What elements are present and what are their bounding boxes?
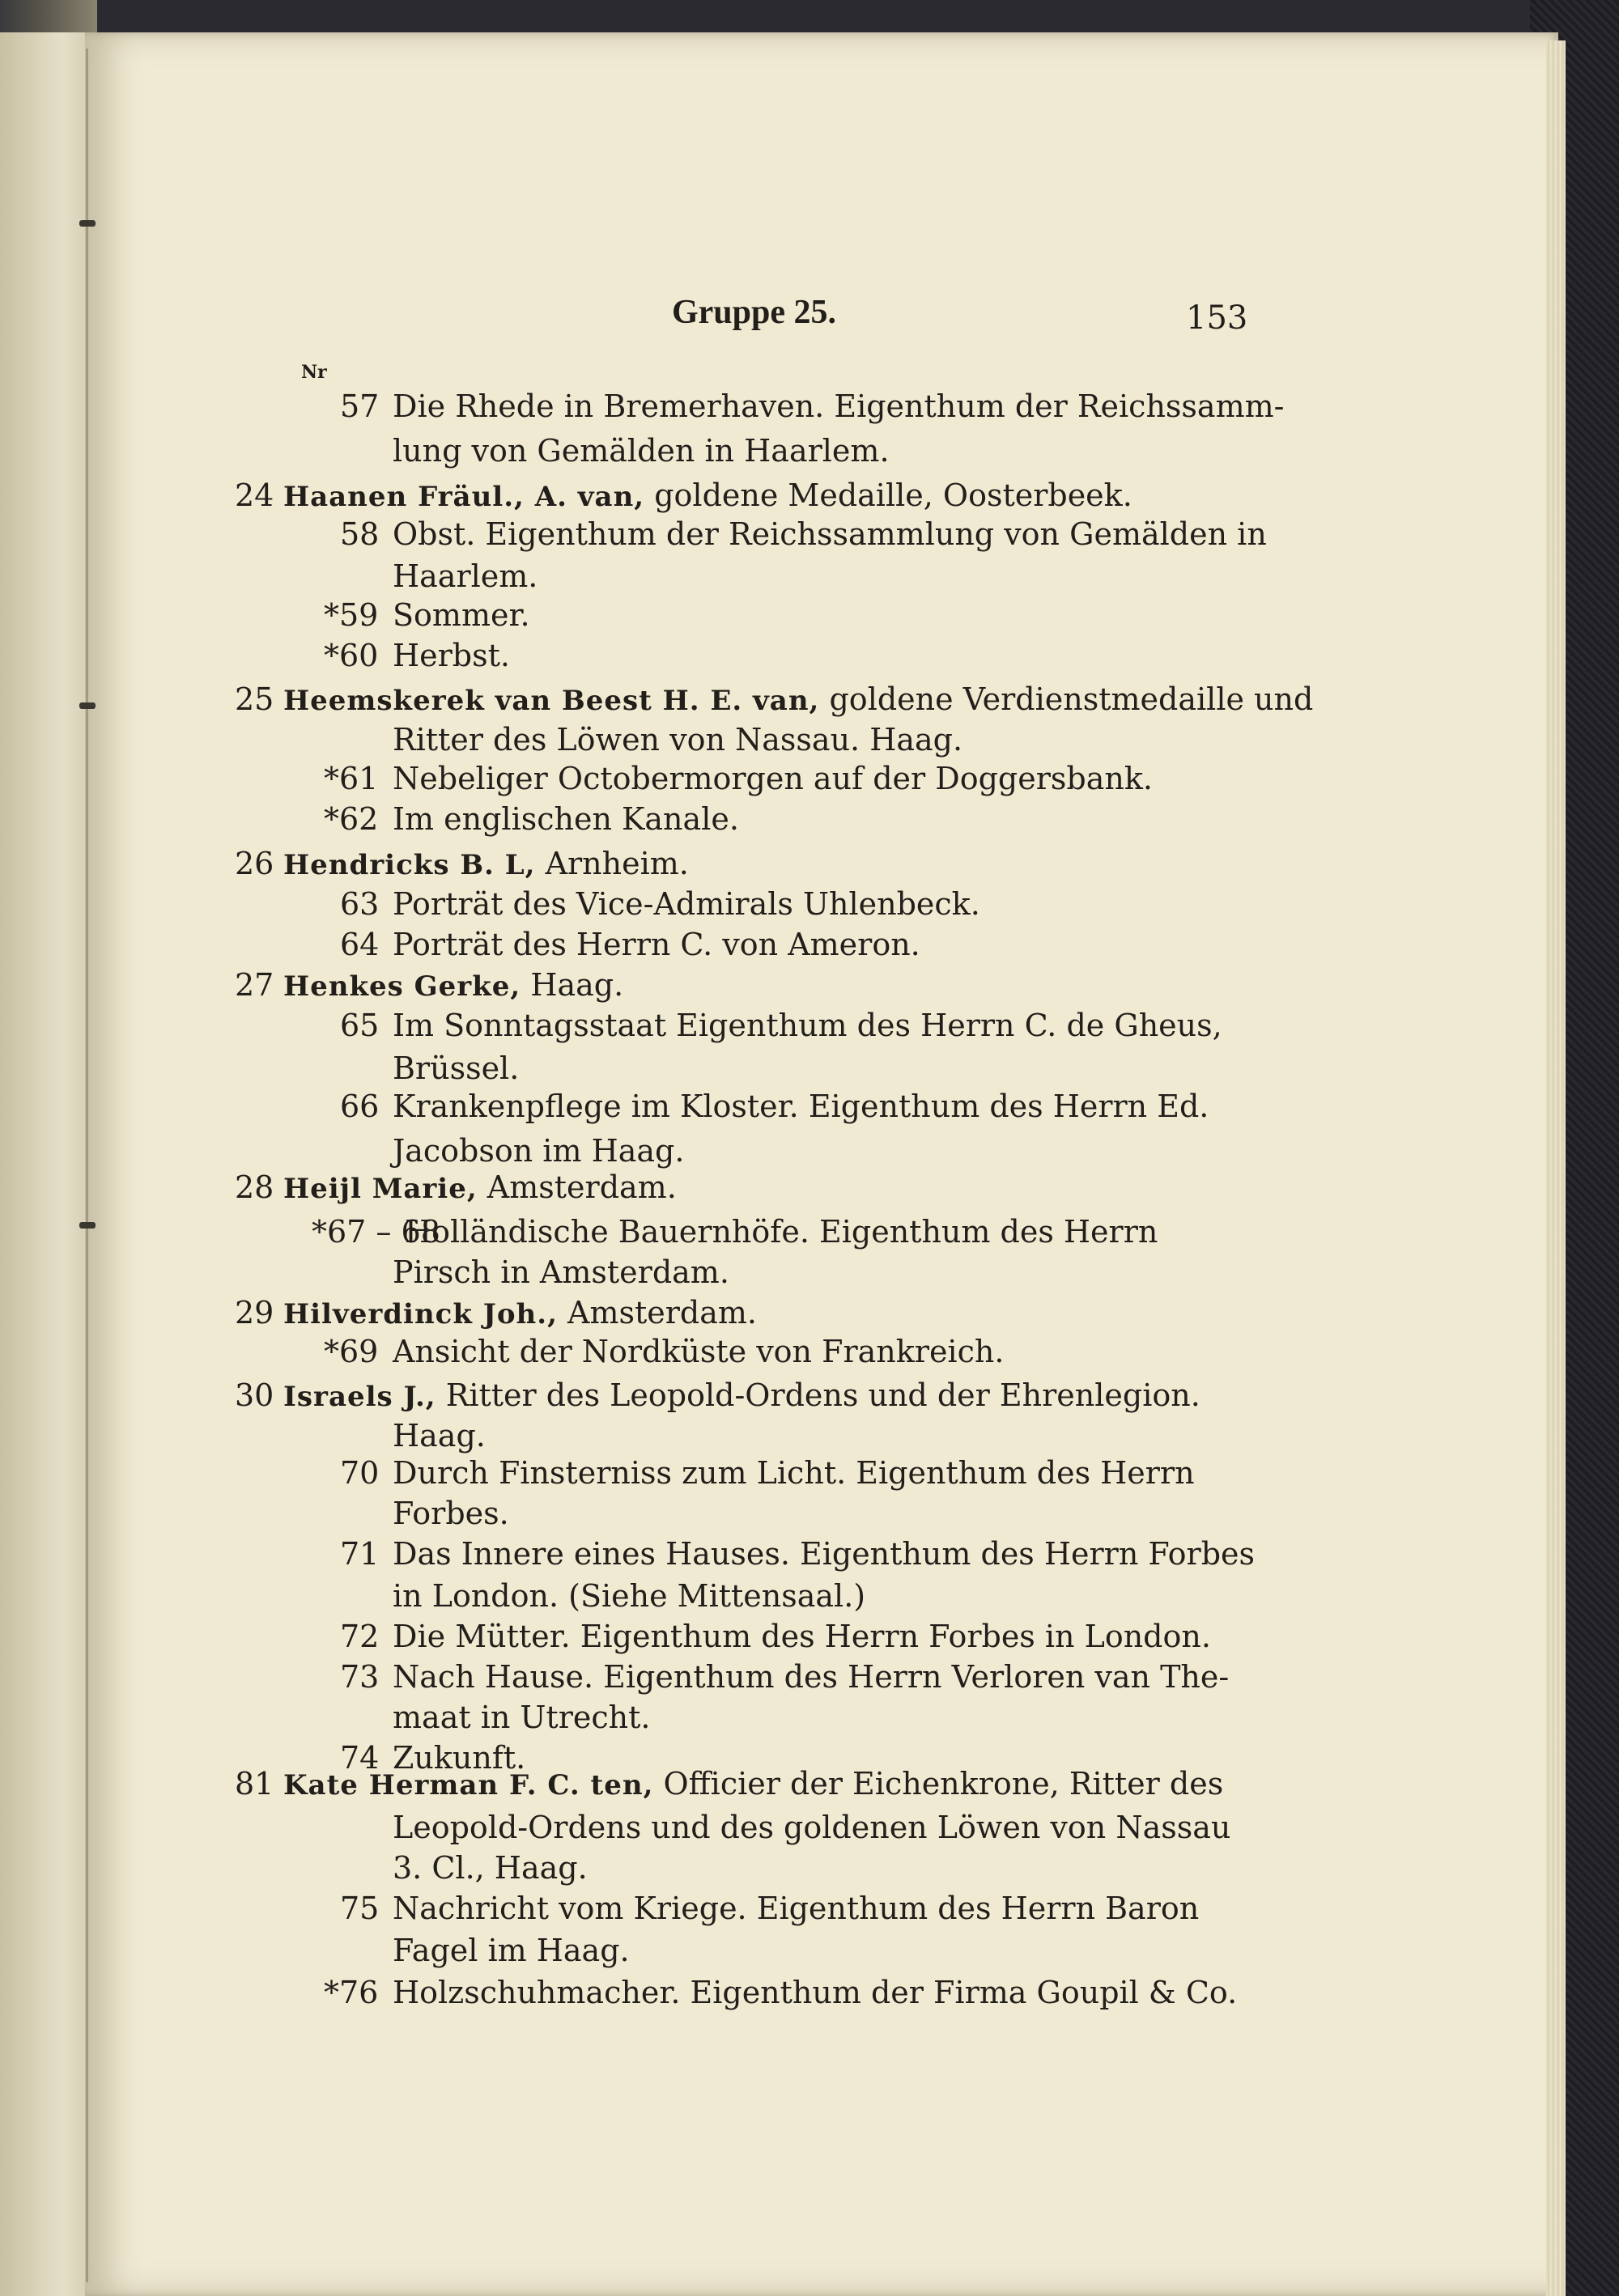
- line-content: [393, 1008, 1222, 1043]
- line-content: [393, 1850, 588, 1886]
- line-content: [393, 801, 739, 837]
- page-number: 153: [1186, 299, 1248, 337]
- line-content: [283, 846, 689, 881]
- artwork-number: *69: [324, 1334, 379, 1369]
- entry-text: Holländische Bauernhöfe. Eigenthum des Herrn: [405, 1214, 1158, 1250]
- entry-text: Das Innere eines Hauses. Eigenthum des Herrn Forbes: [393, 1536, 1256, 1572]
- artist-details: Officier der Eichenkrone, Ritter des: [663, 1766, 1224, 1802]
- entry-text: Im englischen Kanale.: [393, 801, 739, 837]
- artwork-number: 65: [340, 1008, 380, 1043]
- line-content: [393, 558, 538, 594]
- artist-details: goldene Verdienstmedaille und: [829, 681, 1314, 717]
- line-content: [393, 1700, 650, 1735]
- line-content: [393, 388, 1284, 424]
- artist-number: 24: [235, 477, 274, 513]
- artist-name: Heemskerek van Beest H. E. van,: [283, 685, 820, 717]
- line-content: [393, 1496, 509, 1531]
- artwork-number: *61: [324, 761, 379, 796]
- entry-text: Holzschuhmacher. Eigenthum der Firma Goupil & Co.: [393, 1975, 1238, 2010]
- entry-text: Die Rhede in Bremerhaven. Eigenthum der Reichssamm-: [393, 388, 1285, 424]
- artist-name: Haanen Fräul., A. van,: [283, 481, 645, 513]
- line-content: [393, 722, 962, 758]
- artwork-number: 66: [340, 1089, 380, 1124]
- artist-name: Hilverdinck Joh.,: [283, 1298, 558, 1330]
- line-content: [283, 477, 1132, 513]
- previous-page-edge: [0, 32, 89, 2296]
- line-content: [393, 1089, 1209, 1124]
- binding-thread-mark: [79, 220, 96, 227]
- entry-text: Herbst.: [393, 638, 510, 673]
- entry-text: Porträt des Vice-Admirals Uhlenbeck.: [393, 886, 980, 922]
- artwork-number: *76: [324, 1975, 379, 2010]
- entry-text: Haarlem.: [393, 558, 538, 594]
- entry-text: Im Sonntagsstaat Eigenthum des Herrn C. de Gheus,: [393, 1008, 1222, 1043]
- artwork-number: 73: [340, 1659, 380, 1695]
- binding-thread-mark: [79, 702, 96, 709]
- artist-number: 27: [235, 967, 274, 1003]
- artwork-number: 58: [340, 516, 380, 552]
- line-content: [393, 1975, 1237, 2010]
- nr-column-label: Nr: [301, 362, 327, 383]
- entry-text: Jacobson im Haag.: [393, 1133, 685, 1169]
- line-content: [393, 927, 920, 962]
- artwork-number: 63: [340, 886, 380, 922]
- line-content: [283, 1295, 757, 1330]
- line-content: [393, 1659, 1229, 1695]
- entry-text: Sommer.: [393, 597, 530, 633]
- artist-details: Amsterdam.: [567, 1295, 758, 1330]
- artwork-number: 74: [340, 1740, 380, 1776]
- line-content: [405, 1214, 1158, 1250]
- entry-text: Porträt des Herrn C. von Ameron.: [393, 927, 920, 962]
- entry-text: Ritter des Löwen von Nassau. Haag.: [393, 722, 963, 758]
- line-content: [283, 1377, 1200, 1413]
- artist-details: Ritter des Leopold-Ordens und der Ehrenlegion.: [445, 1377, 1200, 1413]
- entry-text: Die Mütter. Eigenthum des Herrn Forbes in London.: [393, 1619, 1211, 1654]
- artist-name: Henkes Gerke,: [283, 970, 521, 1003]
- entry-text: 3. Cl., Haag.: [393, 1850, 588, 1886]
- entry-text: Krankenpflege im Kloster. Eigenthum des Herrn Ed.: [393, 1089, 1209, 1124]
- line-content: [393, 1810, 1230, 1845]
- artwork-number: *60: [324, 638, 379, 673]
- line-content: [393, 1933, 630, 1968]
- artwork-number: *59: [324, 597, 379, 633]
- page-header-title: Gruppe 25.: [672, 294, 837, 331]
- entry-text: Leopold-Ordens und des goldenen Löwen von Nassau: [393, 1810, 1231, 1845]
- entry-text: Zukunft.: [393, 1740, 526, 1776]
- line-content: [393, 1133, 684, 1169]
- artwork-number: 72: [340, 1619, 380, 1654]
- entry-text: lung von Gemälden in Haarlem.: [393, 433, 890, 469]
- artwork-number: *62: [324, 801, 379, 837]
- line-content: [393, 1578, 865, 1614]
- artwork-number: 71: [340, 1536, 380, 1572]
- line-content: [393, 1050, 519, 1086]
- line-content: [283, 681, 1313, 717]
- artist-number: 25: [235, 681, 274, 717]
- entry-text: in London. (Siehe Mittensaal.): [393, 1578, 866, 1614]
- entry-text: Obst. Eigenthum der Reichssammlung von Gemälden in: [393, 516, 1267, 552]
- artist-details: Amsterdam.: [487, 1169, 677, 1205]
- artist-number: 28: [235, 1169, 274, 1205]
- artwork-number: 57: [340, 388, 380, 424]
- artist-name: Hendricks B. L,: [283, 849, 536, 881]
- artist-number: 30: [235, 1377, 274, 1413]
- page-stack-edge: [1546, 40, 1566, 2296]
- line-content: [283, 1169, 677, 1205]
- line-content: [393, 516, 1267, 552]
- line-content: [393, 1536, 1255, 1572]
- line-content: [393, 886, 980, 922]
- line-content: [393, 761, 1153, 796]
- entry-text: Forbes.: [393, 1496, 509, 1531]
- line-content: [393, 1891, 1199, 1926]
- line-content: [393, 1619, 1211, 1654]
- line-content: [393, 1418, 486, 1454]
- artist-details: Arnheim.: [545, 846, 689, 881]
- artist-details: Haag.: [530, 967, 624, 1003]
- entry-text: maat in Utrecht.: [393, 1700, 651, 1735]
- entry-text: Durch Finsterniss zum Licht. Eigenthum des Herrn: [393, 1455, 1195, 1491]
- entry-text: Ansicht der Nordküste von Frankreich.: [393, 1334, 1005, 1369]
- entry-text: Nachricht vom Kriege. Eigenthum des Herrn Baron: [393, 1891, 1200, 1926]
- entry-text: Nach Hause. Eigenthum des Herrn Verloren van The-: [393, 1659, 1230, 1695]
- gutter-line: [86, 49, 88, 2282]
- artist-name: Heijl Marie,: [283, 1173, 478, 1205]
- line-content: [393, 1455, 1195, 1491]
- binding-thread-mark: [79, 1222, 96, 1229]
- entry-text: Brüssel.: [393, 1050, 520, 1086]
- entry-text: Fagel im Haag.: [393, 1933, 630, 1968]
- artist-number: 26: [235, 846, 274, 881]
- line-content: [283, 1766, 1223, 1802]
- artist-name: Israels J.,: [283, 1381, 436, 1413]
- artwork-number: 75: [340, 1891, 380, 1926]
- line-content: [393, 1334, 1004, 1369]
- artwork-number: 64: [340, 927, 380, 962]
- line-content: [393, 433, 890, 469]
- artwork-number: 70: [340, 1455, 380, 1491]
- line-content: [393, 638, 510, 673]
- artwork-number: *67 – 68: [312, 1214, 440, 1250]
- line-content: [393, 1254, 729, 1290]
- artist-name: Kate Herman F. C. ten,: [283, 1769, 654, 1802]
- artist-number: 81: [235, 1766, 274, 1802]
- artist-details: goldene Medaille, Oosterbeek.: [654, 477, 1132, 513]
- line-content: [283, 967, 623, 1003]
- line-content: [393, 597, 530, 633]
- entry-text: Haag.: [393, 1418, 486, 1454]
- entry-text: Nebeliger Octobermorgen auf der Doggersbank.: [393, 761, 1153, 796]
- entry-text: Pirsch in Amsterdam.: [393, 1254, 729, 1290]
- artist-number: 29: [235, 1295, 274, 1330]
